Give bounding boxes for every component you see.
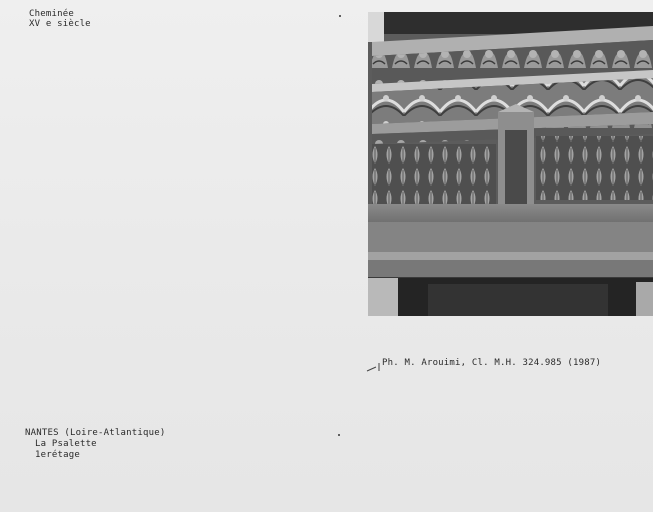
punch-dot-top: [339, 15, 341, 17]
punch-dot-bottom: [338, 434, 340, 436]
object-title: Cheminée: [29, 9, 74, 19]
pencil-check-mark-icon: [366, 362, 382, 372]
fireplace-photo: [368, 12, 653, 316]
location-building: La Psalette: [35, 439, 97, 449]
fireplace-carving-image: [368, 12, 653, 316]
object-century: XV e siècle: [29, 19, 91, 29]
location-floor: 1erétage: [35, 450, 80, 460]
photo-credit: Ph. M. Arouimi, Cl. M.H. 324.985 (1987): [382, 358, 602, 368]
location-city: NANTES (Loire-Atlantique): [25, 428, 166, 438]
